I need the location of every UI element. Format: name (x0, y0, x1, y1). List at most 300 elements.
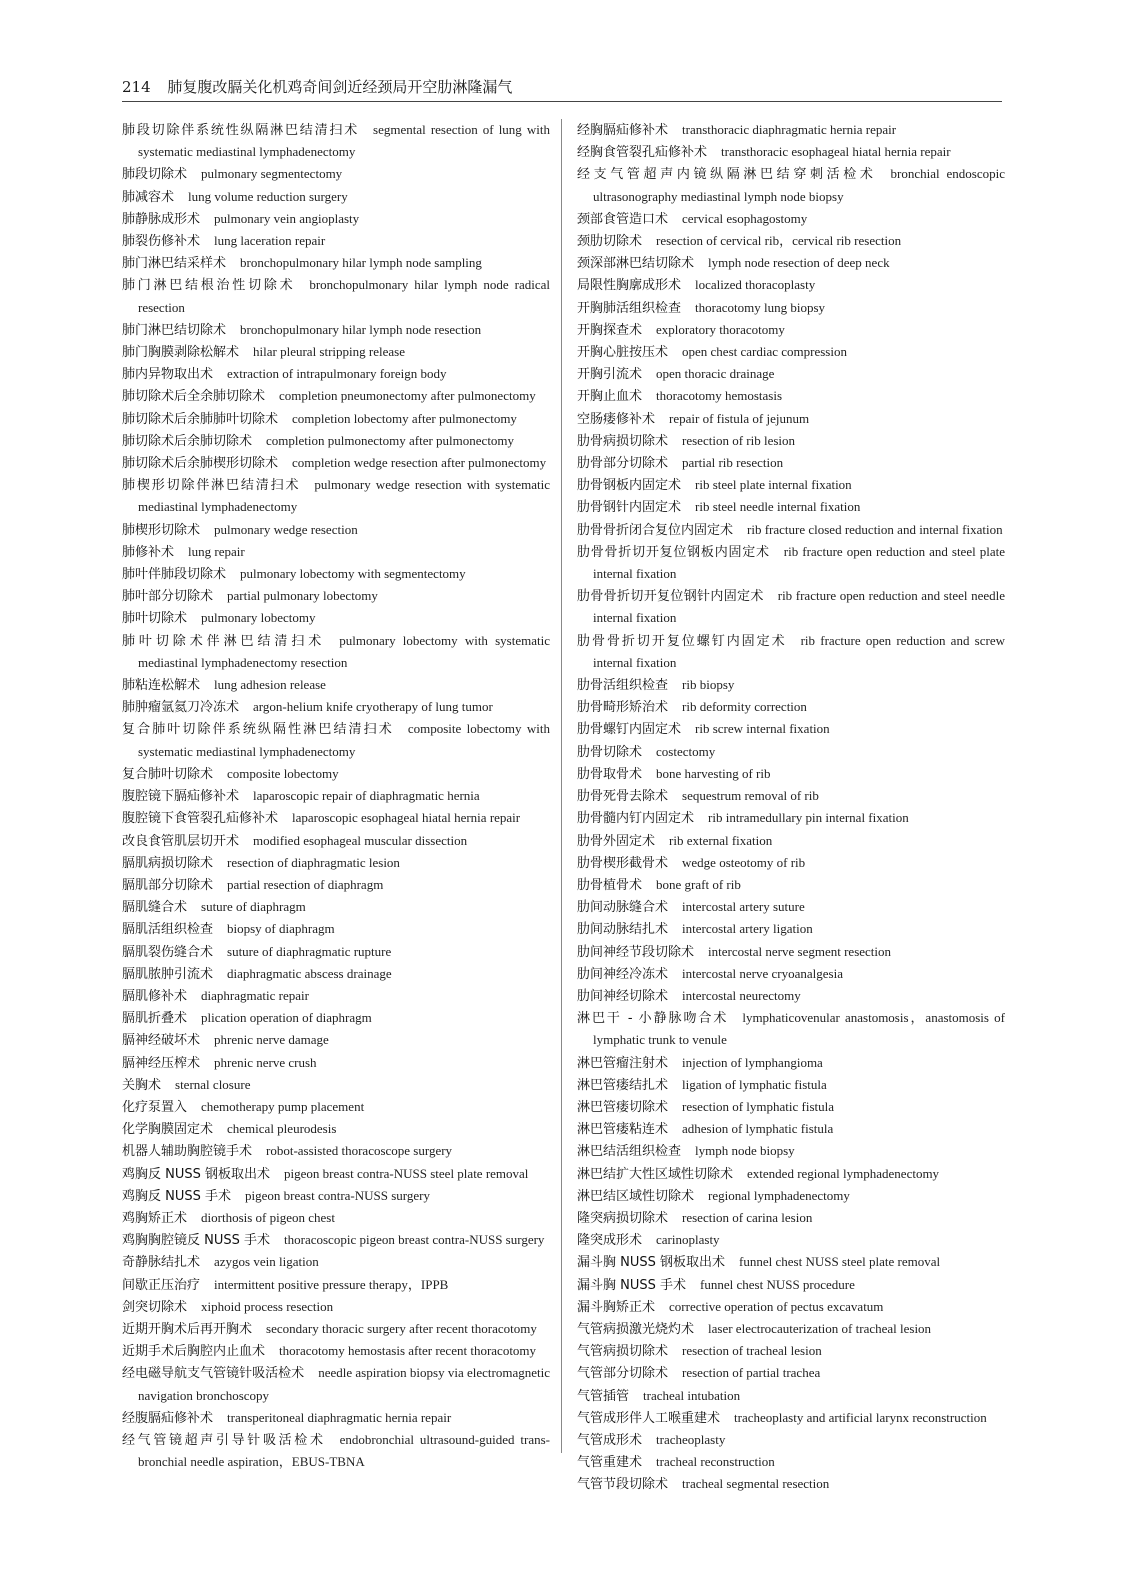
term-entry (577, 763, 1005, 785)
chinese-term: 肺楔形切除术 (122, 522, 201, 538)
chinese-term: 淋巴管瘘切除术 (577, 1099, 669, 1115)
english-term: extended regional lymphadenectomy (747, 1165, 940, 1181)
term-entry (122, 985, 550, 1007)
english-term: sternal closure (175, 1076, 251, 1092)
chinese-term: 膈肌裂伤缝合术 (122, 944, 214, 960)
english-term: biopsy of diaphragm (227, 921, 335, 937)
chinese-term: 气管重建术 (577, 1455, 643, 1471)
chinese-term: 膈肌修补术 (122, 988, 188, 1004)
header-rule (122, 101, 1002, 102)
chinese-term: 空肠瘘修补术 (577, 411, 656, 427)
term-entry (122, 519, 550, 541)
term-entry (122, 1251, 550, 1273)
english-term: pulmonary lobectomy with segmentectomy (240, 566, 466, 582)
term-entry (122, 274, 550, 318)
term-entry (577, 874, 1005, 896)
term-entry (122, 1007, 550, 1029)
chinese-term: 膈神经破坏术 (122, 1033, 201, 1049)
chinese-term: 近期手术后胸腔内止血术 (122, 1344, 266, 1360)
term-entry (122, 1296, 550, 1318)
english-term: rib intramedullary pin internal fixation (708, 810, 909, 826)
chinese-term: 改良食管肌层切开术 (122, 833, 240, 849)
chinese-term: 肋骨髓内钉内固定术 (577, 811, 695, 827)
chinese-term: 肺肿瘤氩氦刀冷冻术 (122, 700, 240, 716)
chinese-term: 淋巴干 - 小静脉吻合术 (577, 1011, 729, 1027)
chinese-term: 肋骨骨折切开复位钢板内固定术 (577, 544, 770, 560)
english-term: lymphaticovenular anastomosis，anastomosis of lymphatic trunk to venule (593, 1010, 1005, 1048)
english-term: rib screw internal fixation (695, 721, 830, 737)
chinese-term: 开胸心脏按压术 (577, 345, 669, 361)
english-term: transthoracic esophageal hiatal hernia repair (721, 144, 951, 160)
chinese-term: 化学胸膜固定术 (122, 1122, 214, 1138)
chinese-term: 膈肌缝合术 (122, 900, 188, 916)
chinese-term: 肋骨死骨去除术 (577, 789, 669, 805)
english-term: tracheal segmental resection (682, 1476, 830, 1492)
term-entry (122, 807, 550, 829)
english-term: resection of tracheal lesion (682, 1343, 822, 1359)
term-entry (577, 985, 1005, 1007)
english-term: bronchopulmonary hilar lymph node radical resection (138, 277, 550, 315)
term-entry (122, 1185, 550, 1207)
english-term: extraction of intrapulmonary foreign body (227, 366, 447, 382)
term-entry (577, 1251, 1005, 1273)
english-term: endobronchial ultrasound-guided trans-bronchial needle aspiration，EBUS-TBNA (138, 1431, 550, 1470)
chinese-term: 经气管镜超声引导针吸活检术 (122, 1432, 326, 1448)
english-term: bronchopulmonary hilar lymph node resection (240, 321, 482, 337)
term-entry (577, 1296, 1005, 1318)
term-entry (577, 496, 1005, 518)
english-term: completion pulmonectomy after pulmonectomy (266, 432, 515, 448)
term-entry (122, 452, 550, 474)
english-term: completion pneumonectomy after pulmonectomy (279, 388, 536, 404)
term-entry (577, 1007, 1005, 1051)
chinese-term: 漏斗胸矫正术 (577, 1299, 656, 1315)
chinese-term: 经电磁导航支气管镜针吸活检术 (122, 1366, 305, 1382)
english-term: xiphoid process resection (201, 1298, 334, 1314)
chinese-term: 肋骨楔形截骨术 (577, 855, 669, 871)
english-term: tracheal intubation (643, 1387, 741, 1403)
term-entry (122, 1118, 550, 1140)
english-term: funnel chest NUSS steel plate removal (739, 1254, 941, 1270)
english-term: transperitoneal diaphragmatic hernia repair (227, 1409, 452, 1425)
chinese-term: 肺切除术后全余肺切除术 (122, 389, 266, 405)
chinese-term: 奇静脉结扎术 (122, 1255, 201, 1271)
chinese-term: 肋间动脉结扎术 (577, 922, 669, 938)
term-entry (577, 1096, 1005, 1118)
term-entry (122, 1074, 550, 1096)
term-entry (577, 297, 1005, 319)
chinese-term: 膈神经压榨术 (122, 1055, 201, 1071)
term-entry (122, 1318, 550, 1340)
english-term: rib fracture closed reduction and internal fixation (747, 521, 1003, 537)
chinese-term: 肺段切除术 (122, 167, 188, 183)
term-entry (122, 363, 550, 385)
english-term: open chest cardiac compression (682, 344, 847, 360)
chinese-term: 膈肌活组织检查 (122, 922, 214, 938)
term-entry (122, 474, 550, 518)
running-header (122, 76, 1002, 98)
term-entry (577, 1229, 1005, 1251)
english-term: partial rib resection (682, 455, 784, 471)
english-term: intercostal neurectomy (682, 987, 801, 1003)
chinese-term: 经腹膈疝修补术 (122, 1410, 214, 1426)
english-term: pulmonary segmentectomy (201, 166, 343, 182)
chinese-term: 气管插管 (577, 1388, 630, 1404)
english-term: thoracotomy hemostasis (656, 388, 783, 404)
chinese-term: 开胸肺活组织检查 (577, 300, 682, 316)
english-term: pulmonary lobectomy with systematic mediastinal lymphadenectomy resection (138, 632, 550, 670)
term-entry (577, 1074, 1005, 1096)
chinese-term: 经胸膈疝修补术 (577, 123, 669, 138)
chinese-term: 肋骨钢板内固定术 (577, 478, 682, 494)
english-term: lung laceration repair (214, 233, 326, 249)
term-entry (577, 1385, 1005, 1407)
term-entry (577, 341, 1005, 363)
chinese-term: 颈部食管造口术 (577, 211, 669, 227)
english-term: diaphragmatic abscess drainage (227, 965, 392, 981)
term-entry (577, 230, 1005, 252)
chinese-term: 肋间神经冷冻术 (577, 966, 669, 982)
term-entry (577, 141, 1005, 163)
chinese-term: 肋骨骨折切开复位螺钉内固定术 (577, 633, 787, 649)
term-entry (577, 119, 1005, 141)
term-entry (122, 1207, 550, 1229)
chinese-term: 肺切除术后余肺楔形切除术 (122, 456, 279, 472)
english-term: localized thoracoplasty (695, 277, 816, 293)
term-entry (122, 785, 550, 807)
english-term: pigeon breast contra-NUSS steel plate removal (284, 1165, 529, 1181)
chinese-term: 淋巴结扩大性区域性切除术 (577, 1166, 734, 1182)
term-entry (577, 1207, 1005, 1229)
english-term: rib fracture open reduction and steel needle internal fixation (593, 588, 1005, 626)
chinese-term: 鸡胸反 NUSS 钢板取出术 (122, 1166, 271, 1182)
term-entry (577, 1340, 1005, 1362)
chinese-term: 肺门胸膜剥除松解术 (122, 345, 240, 361)
term-entry (122, 230, 550, 252)
english-term: tracheoplasty (656, 1431, 726, 1447)
english-term: completion lobectomy after pulmonectomy (292, 410, 517, 426)
english-term: costectomy (656, 743, 716, 759)
term-entry (577, 1429, 1005, 1451)
term-entry (122, 186, 550, 208)
term-entry (122, 718, 550, 762)
english-term: repair of fistula of jejunum (669, 410, 810, 426)
term-entry (577, 1318, 1005, 1340)
term-entry (577, 830, 1005, 852)
chinese-term: 膈肌脓肿引流术 (122, 966, 214, 982)
chinese-term: 肋骨活组织检查 (577, 678, 669, 694)
chinese-term: 肋骨切除术 (577, 744, 643, 760)
term-entry (577, 807, 1005, 829)
chinese-term: 淋巴结区域性切除术 (577, 1188, 695, 1204)
english-term: needle aspiration biopsy via electromagnetic navigation bronchoscopy (138, 1365, 550, 1403)
term-entry (577, 519, 1005, 541)
chinese-term: 机器人辅助胸腔镜手术 (122, 1144, 253, 1160)
english-term: tracheal reconstruction (656, 1454, 775, 1470)
term-entry (577, 1118, 1005, 1140)
term-entry (577, 430, 1005, 452)
term-entry (577, 1140, 1005, 1162)
chinese-term: 肋骨部分切除术 (577, 456, 669, 472)
term-entry (122, 1429, 550, 1473)
term-entry (577, 252, 1005, 274)
term-entry (122, 918, 550, 940)
term-entry (122, 163, 550, 185)
english-term: rib steel plate internal fixation (695, 477, 852, 493)
chinese-term: 复合肺叶切除术 (122, 766, 214, 782)
english-term: intermittent positive pressure therapy，IPPB (214, 1276, 449, 1292)
page-number: 214 (122, 78, 151, 96)
english-term: phrenic nerve crush (214, 1054, 317, 1070)
term-entry (577, 896, 1005, 918)
english-term: plication operation of diaphragm (201, 1010, 372, 1026)
english-term: lymph node biopsy (695, 1143, 795, 1159)
chinese-term: 肋骨植骨术 (577, 877, 643, 893)
english-term: lung adhesion release (214, 677, 326, 693)
term-entry (122, 896, 550, 918)
chinese-term: 肋骨钢针内固定术 (577, 500, 682, 516)
term-entry (122, 1362, 550, 1406)
term-entry (577, 1052, 1005, 1074)
chinese-term: 剑突切除术 (122, 1299, 188, 1315)
chinese-term: 肺粘连松解术 (122, 678, 201, 694)
english-term: bronchial endoscopic ultrasonography mediastinal lymph node biopsy (593, 166, 1005, 204)
term-entry (122, 963, 550, 985)
term-entry (122, 630, 550, 674)
english-term: injection of lymphangioma (682, 1054, 823, 1070)
term-entry (577, 474, 1005, 496)
english-term: composite lobectomy with systematic mediastinal lymphadenectomy (138, 721, 550, 759)
chinese-term: 肺叶切除术 (122, 611, 188, 627)
right-column (577, 119, 1005, 1496)
english-term: pulmonary wedge resection with systematic mediastinal lymphadenectomy (138, 477, 550, 515)
term-entry (122, 1052, 550, 1074)
chinese-term: 气管成形伴人工喉重建术 (577, 1410, 721, 1426)
chinese-term: 关胸术 (122, 1077, 162, 1093)
english-term: resection of diaphragmatic lesion (227, 854, 400, 870)
chinese-term: 肋骨骨折闭合复位内固定术 (577, 522, 734, 538)
english-term: corrective operation of pectus excavatum (669, 1298, 884, 1314)
term-entry (577, 1274, 1005, 1296)
term-entry (122, 408, 550, 430)
english-term: resection of lymphatic fistula (682, 1098, 834, 1114)
chinese-term: 肺修补术 (122, 544, 175, 560)
term-entry (577, 452, 1005, 474)
chinese-term: 膈肌折叠术 (122, 1011, 188, 1027)
english-term: regional lymphadenectomy (708, 1187, 850, 1203)
term-entry (122, 941, 550, 963)
term-entry (577, 1185, 1005, 1207)
english-term: funnel chest NUSS procedure (700, 1276, 855, 1292)
english-term: suture of diaphragm (201, 899, 306, 915)
english-term: thoracoscopic pigeon breast contra-NUSS surgery (284, 1232, 545, 1248)
term-entry (122, 607, 550, 629)
english-term: secondary thoracic surgery after recent thoracotomy (266, 1320, 537, 1336)
chinese-term: 漏斗胸 NUSS 手术 (577, 1277, 687, 1293)
chinese-term: 气管病损切除术 (577, 1344, 669, 1360)
chinese-term: 肺叶部分切除术 (122, 589, 214, 605)
term-entry (122, 319, 550, 341)
english-term: sequestrum removal of rib (682, 788, 819, 804)
chinese-term: 肺叶切除术伴淋巴结清扫术 (122, 633, 326, 649)
english-term: rib external fixation (669, 832, 773, 848)
chinese-term: 肺内异物取出术 (122, 367, 214, 383)
chinese-term: 鸡胸反 NUSS 手术 (122, 1188, 232, 1204)
term-entry (577, 785, 1005, 807)
chinese-term: 肺切除术后余肺肺叶切除术 (122, 411, 279, 427)
term-entry (577, 163, 1005, 207)
english-term: lung volume reduction surgery (188, 188, 348, 204)
english-term: laparoscopic esophageal hiatal hernia repair (292, 810, 521, 826)
chinese-term: 开胸引流术 (577, 367, 643, 383)
chinese-term: 肋骨骨折切开复位钢针内固定术 (577, 589, 764, 605)
chinese-term: 开胸止血术 (577, 389, 643, 405)
chinese-term: 肋骨病损切除术 (577, 433, 669, 449)
chinese-term: 肋间神经节段切除术 (577, 944, 695, 960)
english-term: open thoracic drainage (656, 366, 775, 382)
chinese-term: 肋骨螺钉内固定术 (577, 722, 682, 738)
chinese-term: 肺门淋巴结根治性切除术 (122, 278, 296, 294)
chinese-term: 膈肌病损切除术 (122, 855, 214, 871)
english-term: thoracotomy lung biopsy (695, 299, 826, 315)
chinese-term: 气管病损激光烧灼术 (577, 1321, 695, 1337)
term-entry (122, 208, 550, 230)
chinese-term: 经支气管超声内镜纵隔淋巴结穿刺活检术 (577, 167, 877, 183)
english-term: laser electrocauterization of tracheal lesion (708, 1320, 932, 1336)
term-entry (122, 852, 550, 874)
english-term: resection of carina lesion (682, 1209, 813, 1225)
term-entry (577, 585, 1005, 629)
term-entry (122, 563, 550, 585)
header-title: 肺复腹改膈关化机鸡奇间剑近经颈局开空肋淋隆漏气 (167, 78, 513, 96)
term-entry (122, 385, 550, 407)
term-entry (577, 696, 1005, 718)
english-term: completion wedge resection after pulmonectomy (292, 455, 547, 471)
english-term: laparoscopic repair of diaphragmatic hernia (253, 788, 480, 804)
chinese-term: 淋巴管瘘粘连术 (577, 1122, 669, 1138)
chinese-term: 肋间神经切除术 (577, 988, 669, 1004)
english-term: cervical esophagostomy (682, 210, 808, 226)
chinese-term: 淋巴结活组织检查 (577, 1144, 682, 1160)
term-entry (577, 208, 1005, 230)
term-entry (122, 119, 550, 163)
term-entry (577, 319, 1005, 341)
english-term: bone harvesting of rib (656, 765, 771, 781)
chinese-term: 气管部分切除术 (577, 1366, 669, 1382)
chinese-term: 隆突成形术 (577, 1233, 643, 1249)
term-entry (122, 674, 550, 696)
english-term: rib biopsy (682, 677, 735, 693)
term-entry (577, 541, 1005, 585)
english-term: segmental resection of lung with systematic mediastinal lymphadenectomy (138, 122, 550, 160)
term-entry (122, 1096, 550, 1118)
english-term: chemotherapy pump placement (201, 1098, 365, 1114)
term-entry (577, 1407, 1005, 1429)
english-term: intercostal artery suture (682, 899, 805, 915)
chinese-term: 肺门淋巴结切除术 (122, 322, 227, 338)
term-entry (577, 941, 1005, 963)
chinese-term: 肋骨取骨术 (577, 766, 643, 782)
term-entry (577, 741, 1005, 763)
term-entry (577, 363, 1005, 385)
chinese-term: 膈肌部分切除术 (122, 877, 214, 893)
term-entry (577, 852, 1005, 874)
english-term: bronchopulmonary hilar lymph node sampling (240, 255, 482, 271)
term-entry (122, 430, 550, 452)
chinese-term: 肺门淋巴结采样术 (122, 256, 227, 272)
english-term: thoracotomy hemostasis after recent thoracotomy (279, 1343, 537, 1359)
chinese-term: 开胸探查术 (577, 322, 643, 338)
chinese-term: 气管成形术 (577, 1432, 643, 1448)
english-term: pulmonary wedge resection (214, 521, 358, 537)
english-term: exploratory thoracotomy (656, 321, 785, 337)
chinese-term: 肺段切除伴系统性纵隔淋巴结清扫术 (122, 123, 360, 138)
english-term: diaphragmatic repair (201, 987, 309, 1003)
english-term: suture of diaphragmatic rupture (227, 943, 392, 959)
term-entry (577, 1451, 1005, 1473)
chinese-term: 近期开胸术后再开胸术 (122, 1321, 253, 1337)
english-term: rib fracture open reduction and screw internal fixation (593, 632, 1005, 670)
term-entry (122, 1140, 550, 1162)
chinese-term: 肺静脉成形术 (122, 211, 201, 227)
term-entry (577, 630, 1005, 674)
chinese-term: 间歇正压治疗 (122, 1277, 201, 1293)
chinese-term: 肺减容术 (122, 189, 175, 205)
chinese-term: 肺楔形切除伴淋巴结清扫术 (122, 478, 301, 494)
english-term: transthoracic diaphragmatic hernia repair (682, 122, 897, 137)
english-term: rib deformity correction (682, 699, 807, 715)
chinese-term: 隆突病损切除术 (577, 1210, 669, 1226)
english-term: lymph node resection of deep neck (708, 255, 890, 271)
term-entry (122, 1274, 550, 1296)
term-entry (577, 408, 1005, 430)
chinese-term: 复合肺叶切除伴系统纵隔性淋巴结清扫术 (122, 722, 394, 738)
chinese-term: 鸡胸胸腔镜反 NUSS 手术 (122, 1233, 271, 1249)
term-entry (122, 696, 550, 718)
term-entry (122, 1407, 550, 1429)
english-term: ligation of lymphatic fistula (682, 1076, 827, 1092)
chinese-term: 腹腔镜下食管裂孔疝修补术 (122, 811, 279, 827)
chinese-term: 腹腔镜下膈疝修补术 (122, 789, 240, 805)
english-term: hilar pleural stripping release (253, 344, 405, 360)
column-divider (561, 119, 562, 1453)
chinese-term: 肺切除术后余肺切除术 (122, 433, 253, 449)
term-entry (122, 763, 550, 785)
term-entry (577, 274, 1005, 296)
chinese-term: 气管节段切除术 (577, 1477, 669, 1493)
english-term: rib fracture open reduction and steel plate internal fixation (593, 543, 1005, 582)
term-entry (577, 1163, 1005, 1185)
term-entry (122, 1029, 550, 1051)
english-term: pulmonary vein angioplasty (214, 210, 360, 226)
english-term: resection of cervical rib，cervical rib resection (656, 233, 902, 249)
chinese-term: 颈肋切除术 (577, 234, 643, 250)
english-term: intercostal nerve segment resection (708, 943, 892, 959)
chinese-term: 肋骨畸形矫治术 (577, 700, 669, 716)
chinese-term: 肋骨外固定术 (577, 833, 656, 849)
english-term: chemical pleurodesis (227, 1121, 337, 1137)
term-entry (122, 830, 550, 852)
chinese-term: 颈深部淋巴结切除术 (577, 256, 695, 272)
english-term: lung repair (188, 543, 245, 559)
term-entry (122, 341, 550, 363)
english-term: phrenic nerve damage (214, 1032, 329, 1048)
term-entry (122, 1229, 550, 1251)
chinese-term: 化疗泵置入 (122, 1099, 188, 1115)
english-term: wedge osteotomy of rib (682, 854, 806, 870)
english-term: argon-helium knife cryotherapy of lung tumor (253, 699, 493, 715)
term-entry (577, 918, 1005, 940)
